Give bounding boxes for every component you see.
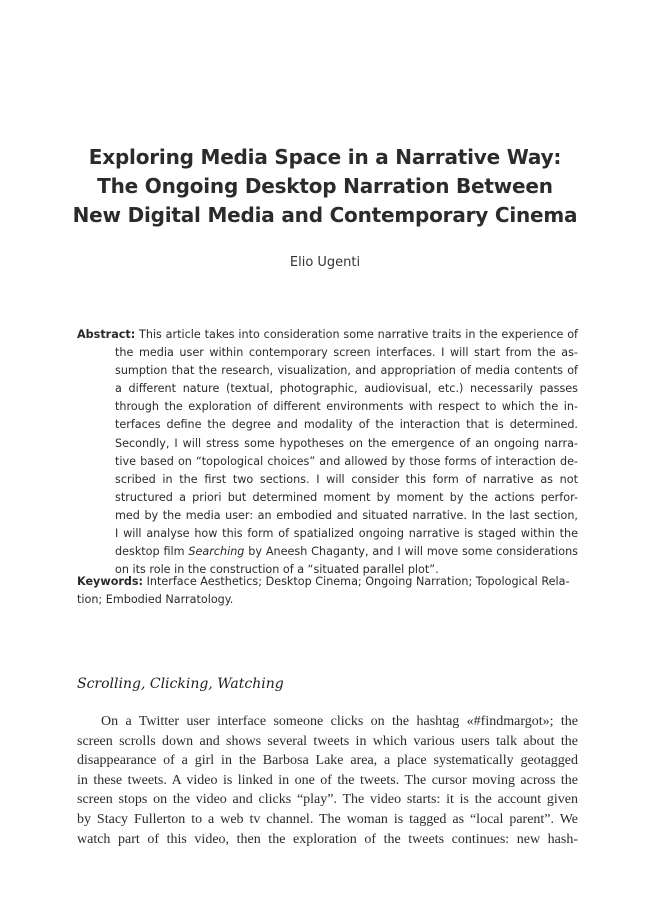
abstract-line: terfaces define the degree and modality of the interaction that is determined.	[115, 418, 578, 432]
abstract-line: tive based on “topological choices” and allowed by those forms of interaction de-	[115, 454, 578, 468]
title-line: Exploring Media Space in a Narrative Way:	[88, 145, 562, 169]
keywords-label: Keywords:	[77, 575, 144, 588]
abstract-line: sumption that the research, visualization, and appropriation of media contents of	[115, 364, 578, 378]
title-line: The Ongoing Desktop Narration Between	[97, 174, 553, 198]
keywords-line: tion; Embodied Narratology.	[77, 593, 234, 607]
keywords-line	[77, 573, 578, 591]
abstract-line	[77, 543, 578, 561]
abstract-line: I will analyse how this form of spatialized ongoing narrative is staged within the	[115, 527, 578, 541]
body-line: On a Twitter user interface someone clicks on the hashtag «#findmargot»; the	[101, 714, 578, 729]
abstract-line: med by the media user: an embodied and situated narrative. In the last section,	[115, 508, 578, 522]
abstract-line	[77, 326, 578, 344]
keywords-block	[77, 573, 578, 609]
abstract-line: the media user within contemporary screen interfaces. I will start from the as-	[115, 346, 578, 360]
keywords-text: Interface Aesthetics; Desktop Cinema; Ongoing Narration; Topological Rela-	[146, 575, 570, 588]
abstract-line: Secondly, I will stress some hypotheses on the emergence of an ongoing narra-	[115, 436, 578, 450]
body-text	[77, 712, 578, 849]
abstract-line: on its role in the construction of a “situated parallel plot”.	[115, 563, 439, 577]
title-line: New Digital Media and Contemporary Cinema	[72, 203, 578, 227]
abstract-text: by Aneesh Chaganty, and I will move some considerations	[244, 545, 578, 559]
body-line: screen stops on the video and clicks “play”. The video starts: it is the account given	[77, 792, 578, 808]
abstract-line: scribed in the first two sections. I will consider this form of narrative as not	[115, 472, 578, 486]
film-title: Searching	[188, 545, 245, 559]
abstract-text: This article takes into consideration some narrative traits in the experience of	[139, 328, 578, 341]
body-line: disappearance of a girl in the Barbosa Lake area, a place systematically geotagged	[77, 753, 578, 769]
body-line: in these tweets. A video is linked in one of the tweets. The cursor moving across the	[77, 772, 578, 788]
body-line: by Stacy Fullerton to a web tv channel. The woman is tagged as “local parent”. We	[77, 811, 578, 827]
author-name: Elio Ugenti	[289, 255, 361, 270]
paper-title	[60, 143, 590, 230]
abstract-line: a different nature (textual, photographic, audiovisual, etc.) necessarily passes	[115, 382, 578, 396]
body-line: screen scrolls down and shows several tweets in which various users talk about the	[77, 733, 578, 749]
abstract-text: desktop film	[115, 545, 189, 559]
body-line: watch part of this video, then the exploration of the tweets continues: new hash-	[77, 831, 578, 847]
abstract-line: through the exploration of different environments with respect to which the in-	[115, 400, 578, 414]
abstract-line: structured a priori but determined moment by moment by the actions perfor-	[115, 490, 578, 504]
abstract-label: Abstract:	[77, 328, 136, 341]
abstract-block	[77, 326, 578, 579]
section-heading: Scrolling, Clicking, Watching	[77, 676, 284, 692]
